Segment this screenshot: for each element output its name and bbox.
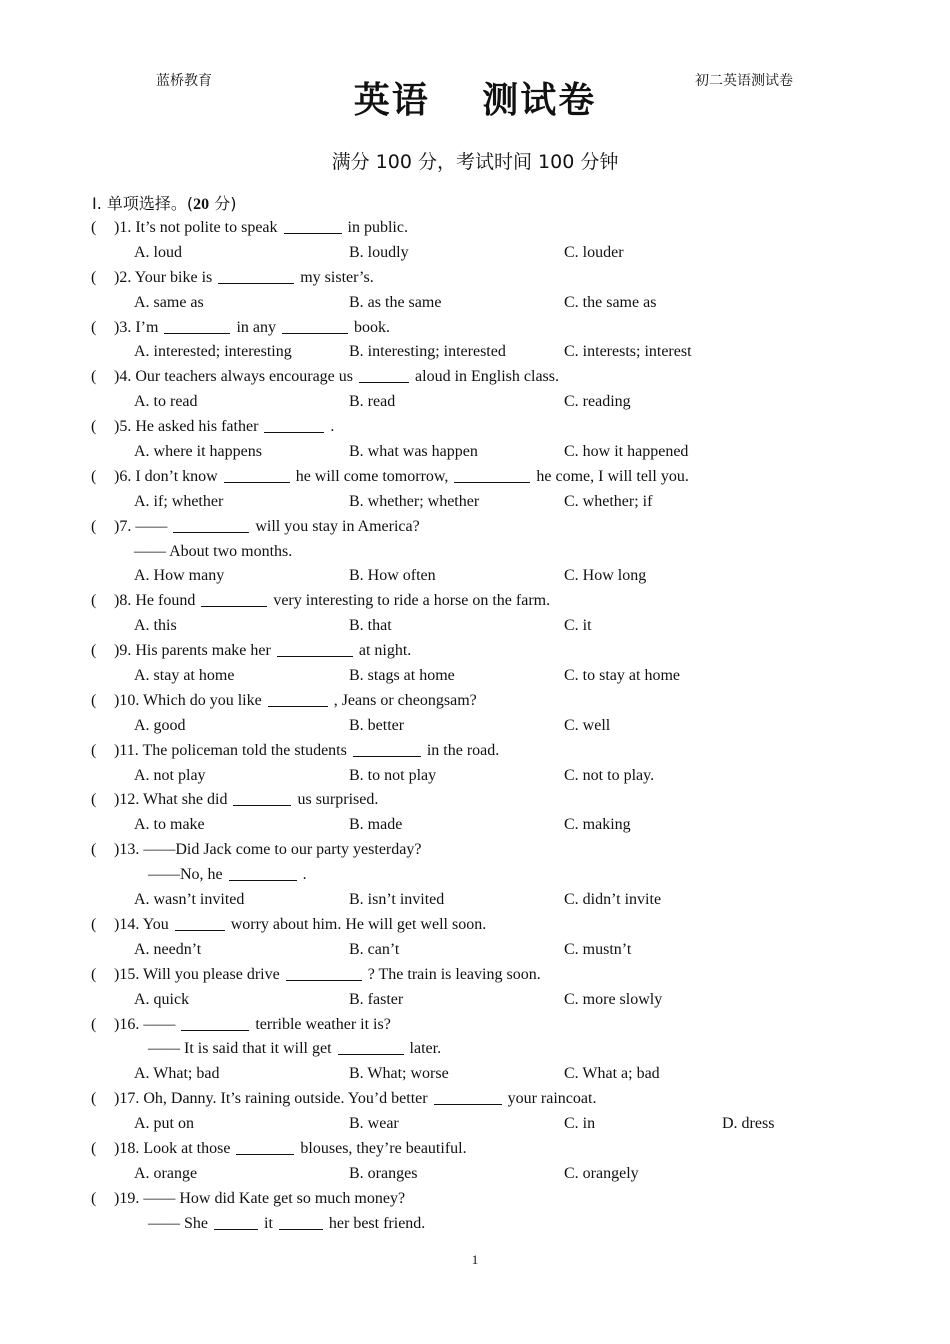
answer-blank[interactable] xyxy=(236,1138,294,1155)
option-c: C. well xyxy=(564,716,611,734)
options-line xyxy=(0,440,950,465)
option-b: B. that xyxy=(349,617,392,635)
answer-blank[interactable] xyxy=(218,267,294,284)
options-line xyxy=(0,664,950,689)
option-c: C. reading xyxy=(564,393,631,411)
dialogue-line xyxy=(0,540,950,565)
options-line xyxy=(0,764,950,789)
question-text-part: —— It is said that it will get xyxy=(148,1040,332,1058)
page-subtitle: 满分 100 分，考试时间 100 分钟 xyxy=(331,151,619,173)
option-a: A. this xyxy=(134,617,177,635)
question-text-part: —— She xyxy=(148,1214,208,1232)
question-text-part: he come, I will tell you. xyxy=(536,467,689,485)
question-text-part: Look at those xyxy=(143,1139,231,1157)
question-text-part: aloud in English class. xyxy=(415,368,559,386)
question-number: )2. xyxy=(114,268,132,286)
option-c: C. it xyxy=(564,617,592,635)
option-b: B. to not play xyxy=(349,766,437,784)
question-line xyxy=(0,838,950,863)
question-text-part: in the road. xyxy=(426,741,500,759)
page-title: 英语 测试卷 xyxy=(353,80,597,121)
answer-paren-open: ( xyxy=(91,268,97,286)
question-text-part: . xyxy=(302,866,307,884)
option-d: D. dress xyxy=(722,1115,775,1133)
question-text-part: he will come tomorrow, xyxy=(295,467,449,485)
option-a: A. same as xyxy=(134,293,204,311)
header-right: 初二英语测试卷 xyxy=(695,73,793,89)
answer-paren-open: ( xyxy=(91,1090,97,1108)
question-text-part: book. xyxy=(353,318,390,336)
question-text-part: —— How did Kate get so much money? xyxy=(143,1189,406,1207)
question-number: )6. xyxy=(114,467,132,485)
option-b: B. whether; whether xyxy=(349,492,480,510)
option-c: C. to stay at home xyxy=(564,667,680,685)
option-a: A. quick xyxy=(134,990,190,1008)
answer-paren-open: ( xyxy=(91,1139,97,1157)
answer-blank[interactable] xyxy=(359,366,409,383)
option-b: B. what was happen xyxy=(349,443,478,461)
question-line xyxy=(0,963,950,988)
option-a: A. put on xyxy=(134,1115,194,1133)
question-text-part: very interesting to ride a horse on the farm. xyxy=(273,592,551,610)
answer-blank[interactable] xyxy=(164,317,230,334)
answer-paren-open: ( xyxy=(91,592,97,610)
section-score: 20 xyxy=(193,196,210,213)
option-b: B. read xyxy=(349,393,396,411)
question-text-part: ——Did Jack come to our party yesterday? xyxy=(143,841,422,859)
question-line xyxy=(0,639,950,664)
options-line xyxy=(0,390,950,415)
question-number: )17. xyxy=(114,1090,140,1108)
option-c: C. didn’t invite xyxy=(564,891,662,909)
question-line xyxy=(0,365,950,390)
question-text-part: He asked his father xyxy=(135,418,259,436)
answer-paren-open: ( xyxy=(91,642,97,660)
dialogue-text xyxy=(148,863,307,888)
answer-blank[interactable] xyxy=(214,1213,258,1230)
question-line xyxy=(0,1137,950,1162)
question-number: )10. xyxy=(114,691,140,709)
question-text-part: What she did xyxy=(143,791,228,809)
answer-blank[interactable] xyxy=(264,416,324,433)
option-b: B. better xyxy=(349,716,405,734)
options-line xyxy=(0,888,950,913)
dialogue-line xyxy=(0,1212,950,1237)
option-a: A. stay at home xyxy=(134,667,235,685)
option-c: C. making xyxy=(564,816,631,834)
answer-blank[interactable] xyxy=(454,466,530,483)
answer-blank[interactable] xyxy=(338,1038,404,1055)
answer-paren-open: ( xyxy=(91,691,97,709)
answer-blank[interactable] xyxy=(277,640,353,657)
question-text-part: later. xyxy=(409,1040,442,1058)
question-number: )13. xyxy=(114,841,140,859)
question-text-part: You xyxy=(142,915,169,933)
question-stem xyxy=(114,1087,596,1112)
dialogue-text: —— About two months. xyxy=(134,542,293,560)
question-stem xyxy=(114,1013,391,1038)
question-number: )18. xyxy=(114,1139,140,1157)
question-stem xyxy=(114,465,689,490)
options-line xyxy=(0,988,950,1013)
options-line xyxy=(0,340,950,365)
question-list xyxy=(0,216,950,1237)
option-c: C. whether; if xyxy=(564,492,653,510)
answer-blank[interactable] xyxy=(286,964,362,981)
question-line xyxy=(0,316,950,341)
answer-paren-open: ( xyxy=(91,418,97,436)
option-b: B. as the same xyxy=(349,293,442,311)
answer-blank[interactable] xyxy=(201,590,267,607)
question-line xyxy=(0,266,950,291)
question-text-part: —— xyxy=(135,517,168,535)
question-text-part: Oh, Danny. It’s raining outside. You’d better xyxy=(143,1090,428,1108)
question-number: )7. xyxy=(114,517,132,535)
options-line xyxy=(0,614,950,639)
options-line xyxy=(0,938,950,963)
options-line xyxy=(0,714,950,739)
header-left: 蓝桥教育 xyxy=(156,73,212,89)
question-text-part: It’s not polite to speak xyxy=(135,219,278,236)
question-number: )19. xyxy=(114,1189,140,1207)
question-number: )1. xyxy=(114,219,132,236)
options-line xyxy=(0,490,950,515)
option-a: A. How many xyxy=(134,567,225,585)
option-a: A. to read xyxy=(134,393,198,411)
question-text-part: Which do you like xyxy=(143,691,262,709)
dialogue-text xyxy=(148,1037,441,1062)
question-text-part: Your bike is xyxy=(134,268,213,286)
question-line xyxy=(0,515,950,540)
option-c: C. how it happened xyxy=(564,443,689,461)
option-c: C. the same as xyxy=(564,293,657,311)
option-a: A. interested; interesting xyxy=(134,343,292,361)
answer-blank[interactable] xyxy=(268,690,328,707)
option-c: C. orangely xyxy=(564,1164,639,1182)
question-text-part: terrible weather it is? xyxy=(255,1015,391,1033)
question-line xyxy=(0,1187,950,1212)
question-number: )9. xyxy=(114,642,132,660)
answer-blank[interactable] xyxy=(233,789,291,806)
option-b: B. wear xyxy=(349,1115,399,1133)
question-stem xyxy=(114,739,499,764)
question-stem xyxy=(114,316,390,341)
question-text-part: , Jeans or cheongsam? xyxy=(333,691,477,709)
option-a: A. orange xyxy=(134,1164,198,1182)
question-stem xyxy=(114,788,378,813)
answer-paren-open: ( xyxy=(91,915,97,933)
question-text-part: my sister’s. xyxy=(300,268,374,286)
option-a: A. What; bad xyxy=(134,1065,220,1083)
question-text-part: will you stay in America? xyxy=(255,517,420,535)
option-b: B. can’t xyxy=(349,940,400,958)
option-c: C. What a; bad xyxy=(564,1065,660,1083)
option-b: B. loudly xyxy=(349,243,409,261)
answer-blank[interactable] xyxy=(175,914,225,931)
answer-blank[interactable] xyxy=(282,317,348,334)
dialogue-text xyxy=(148,1212,425,1237)
option-a: A. loud xyxy=(134,243,182,261)
question-number: )14. xyxy=(114,915,140,933)
question-line xyxy=(0,589,950,614)
question-text-part: blouses, they’re beautiful. xyxy=(300,1139,467,1157)
question-text-part: your raincoat. xyxy=(507,1090,597,1108)
question-text-part: in any xyxy=(236,318,276,336)
question-number: )3. xyxy=(114,318,132,336)
answer-blank[interactable] xyxy=(229,864,297,881)
question-number: )5. xyxy=(114,418,132,436)
question-text-part: The policeman told the students xyxy=(142,741,347,759)
question-line xyxy=(0,689,950,714)
question-stem xyxy=(114,266,374,291)
question-line xyxy=(0,788,950,813)
question-text-part: Our teachers always encourage us xyxy=(135,368,354,386)
question-text-part: in public. xyxy=(347,219,408,236)
option-c: C. How long xyxy=(564,567,647,585)
options-line xyxy=(0,813,950,838)
option-c: C. louder xyxy=(564,243,624,261)
dialogue-line xyxy=(0,863,950,888)
options-line xyxy=(0,1162,950,1187)
option-b: B. faster xyxy=(349,990,404,1008)
question-text-part: —— xyxy=(143,1015,176,1033)
question-number: )15. xyxy=(114,965,140,983)
answer-blank[interactable] xyxy=(224,466,290,483)
question-line xyxy=(0,415,950,440)
option-b: B. How often xyxy=(349,567,436,585)
option-b: B. isn’t invited xyxy=(349,891,445,909)
question-line xyxy=(0,216,950,241)
question-stem xyxy=(114,515,420,540)
answer-paren-open: ( xyxy=(91,1189,97,1207)
question-stem xyxy=(114,689,477,714)
question-stem xyxy=(114,1187,405,1212)
question-number: )12. xyxy=(114,791,140,809)
answer-paren-open: ( xyxy=(91,965,97,983)
option-a: A. needn’t xyxy=(134,940,202,958)
answer-paren-open: ( xyxy=(91,368,97,386)
option-b: B. oranges xyxy=(349,1164,418,1182)
question-text-part: . xyxy=(330,418,335,436)
answer-blank[interactable] xyxy=(284,217,342,234)
question-text-part: ——No, he xyxy=(148,866,223,884)
options-line xyxy=(0,241,950,266)
options-line xyxy=(0,1112,950,1137)
answer-paren-open: ( xyxy=(91,741,97,759)
question-stem xyxy=(114,415,334,440)
answer-paren-open: ( xyxy=(91,841,97,859)
option-b: B. What; worse xyxy=(349,1065,449,1083)
question-text-part: Will you please drive xyxy=(143,965,280,983)
question-text-part: He found xyxy=(135,592,196,610)
option-b: B. made xyxy=(349,816,403,834)
question-number: )16. xyxy=(114,1015,140,1033)
question-line xyxy=(0,465,950,490)
option-a: A. where it happens xyxy=(134,443,262,461)
option-c: C. more slowly xyxy=(564,990,663,1008)
answer-paren-open: ( xyxy=(91,318,97,336)
question-stem xyxy=(114,913,486,938)
answer-paren-open: ( xyxy=(91,791,97,809)
question-number: )8. xyxy=(114,592,132,610)
option-c: C. interests; interest xyxy=(564,343,692,361)
option-a: A. good xyxy=(134,716,186,734)
question-number: )11. xyxy=(114,741,139,759)
question-number: )4. xyxy=(114,368,132,386)
dialogue-line xyxy=(0,1037,950,1062)
question-text-part: her best friend. xyxy=(328,1214,426,1232)
question-stem xyxy=(114,963,541,988)
question-text-part: ? The train is leaving soon. xyxy=(367,965,541,983)
question-text-part: us surprised. xyxy=(297,791,379,809)
question-line xyxy=(0,913,950,938)
answer-blank[interactable] xyxy=(279,1213,323,1230)
options-line xyxy=(0,291,950,316)
option-c: C. not to play. xyxy=(564,766,655,784)
answer-paren-open: ( xyxy=(91,219,97,236)
answer-blank[interactable] xyxy=(434,1088,502,1105)
options-line xyxy=(0,564,950,589)
option-a: A. to make xyxy=(134,816,205,834)
options-line xyxy=(0,1062,950,1087)
option-c: C. in xyxy=(564,1115,596,1133)
question-text-part: I don’t know xyxy=(135,467,218,485)
question-text-part: His parents make her xyxy=(135,642,271,660)
question-stem xyxy=(114,1137,467,1162)
question-text-part: worry about him. He will get well soon. xyxy=(230,915,487,933)
answer-blank[interactable] xyxy=(353,740,421,757)
question-text-part: at night. xyxy=(358,642,412,660)
option-b: B. stags at home xyxy=(349,667,455,685)
question-line xyxy=(0,739,950,764)
page-number: 1 xyxy=(471,1252,479,1267)
question-stem xyxy=(114,365,559,390)
section-suffix: 分) xyxy=(209,194,237,213)
answer-paren-open: ( xyxy=(91,1015,97,1033)
question-line xyxy=(0,1087,950,1112)
section-heading xyxy=(92,191,236,214)
answer-blank[interactable] xyxy=(173,516,249,533)
option-a: A. if; whether xyxy=(134,492,224,510)
question-line xyxy=(0,1013,950,1038)
question-stem xyxy=(114,639,411,664)
section-label: Ⅰ. 单项选择。( xyxy=(92,194,194,213)
option-b: B. interesting; interested xyxy=(349,343,506,361)
answer-paren-open: ( xyxy=(91,517,97,535)
option-a: A. wasn’t invited xyxy=(134,891,245,909)
answer-blank[interactable] xyxy=(181,1014,249,1031)
option-c: C. mustn’t xyxy=(564,940,632,958)
answer-paren-open: ( xyxy=(91,467,97,485)
question-text-part: I’m xyxy=(135,318,159,336)
question-stem xyxy=(114,838,421,863)
question-text-part: it xyxy=(264,1214,273,1232)
option-a: A. not play xyxy=(134,766,206,784)
question-stem xyxy=(114,589,550,614)
question-stem xyxy=(114,216,408,241)
